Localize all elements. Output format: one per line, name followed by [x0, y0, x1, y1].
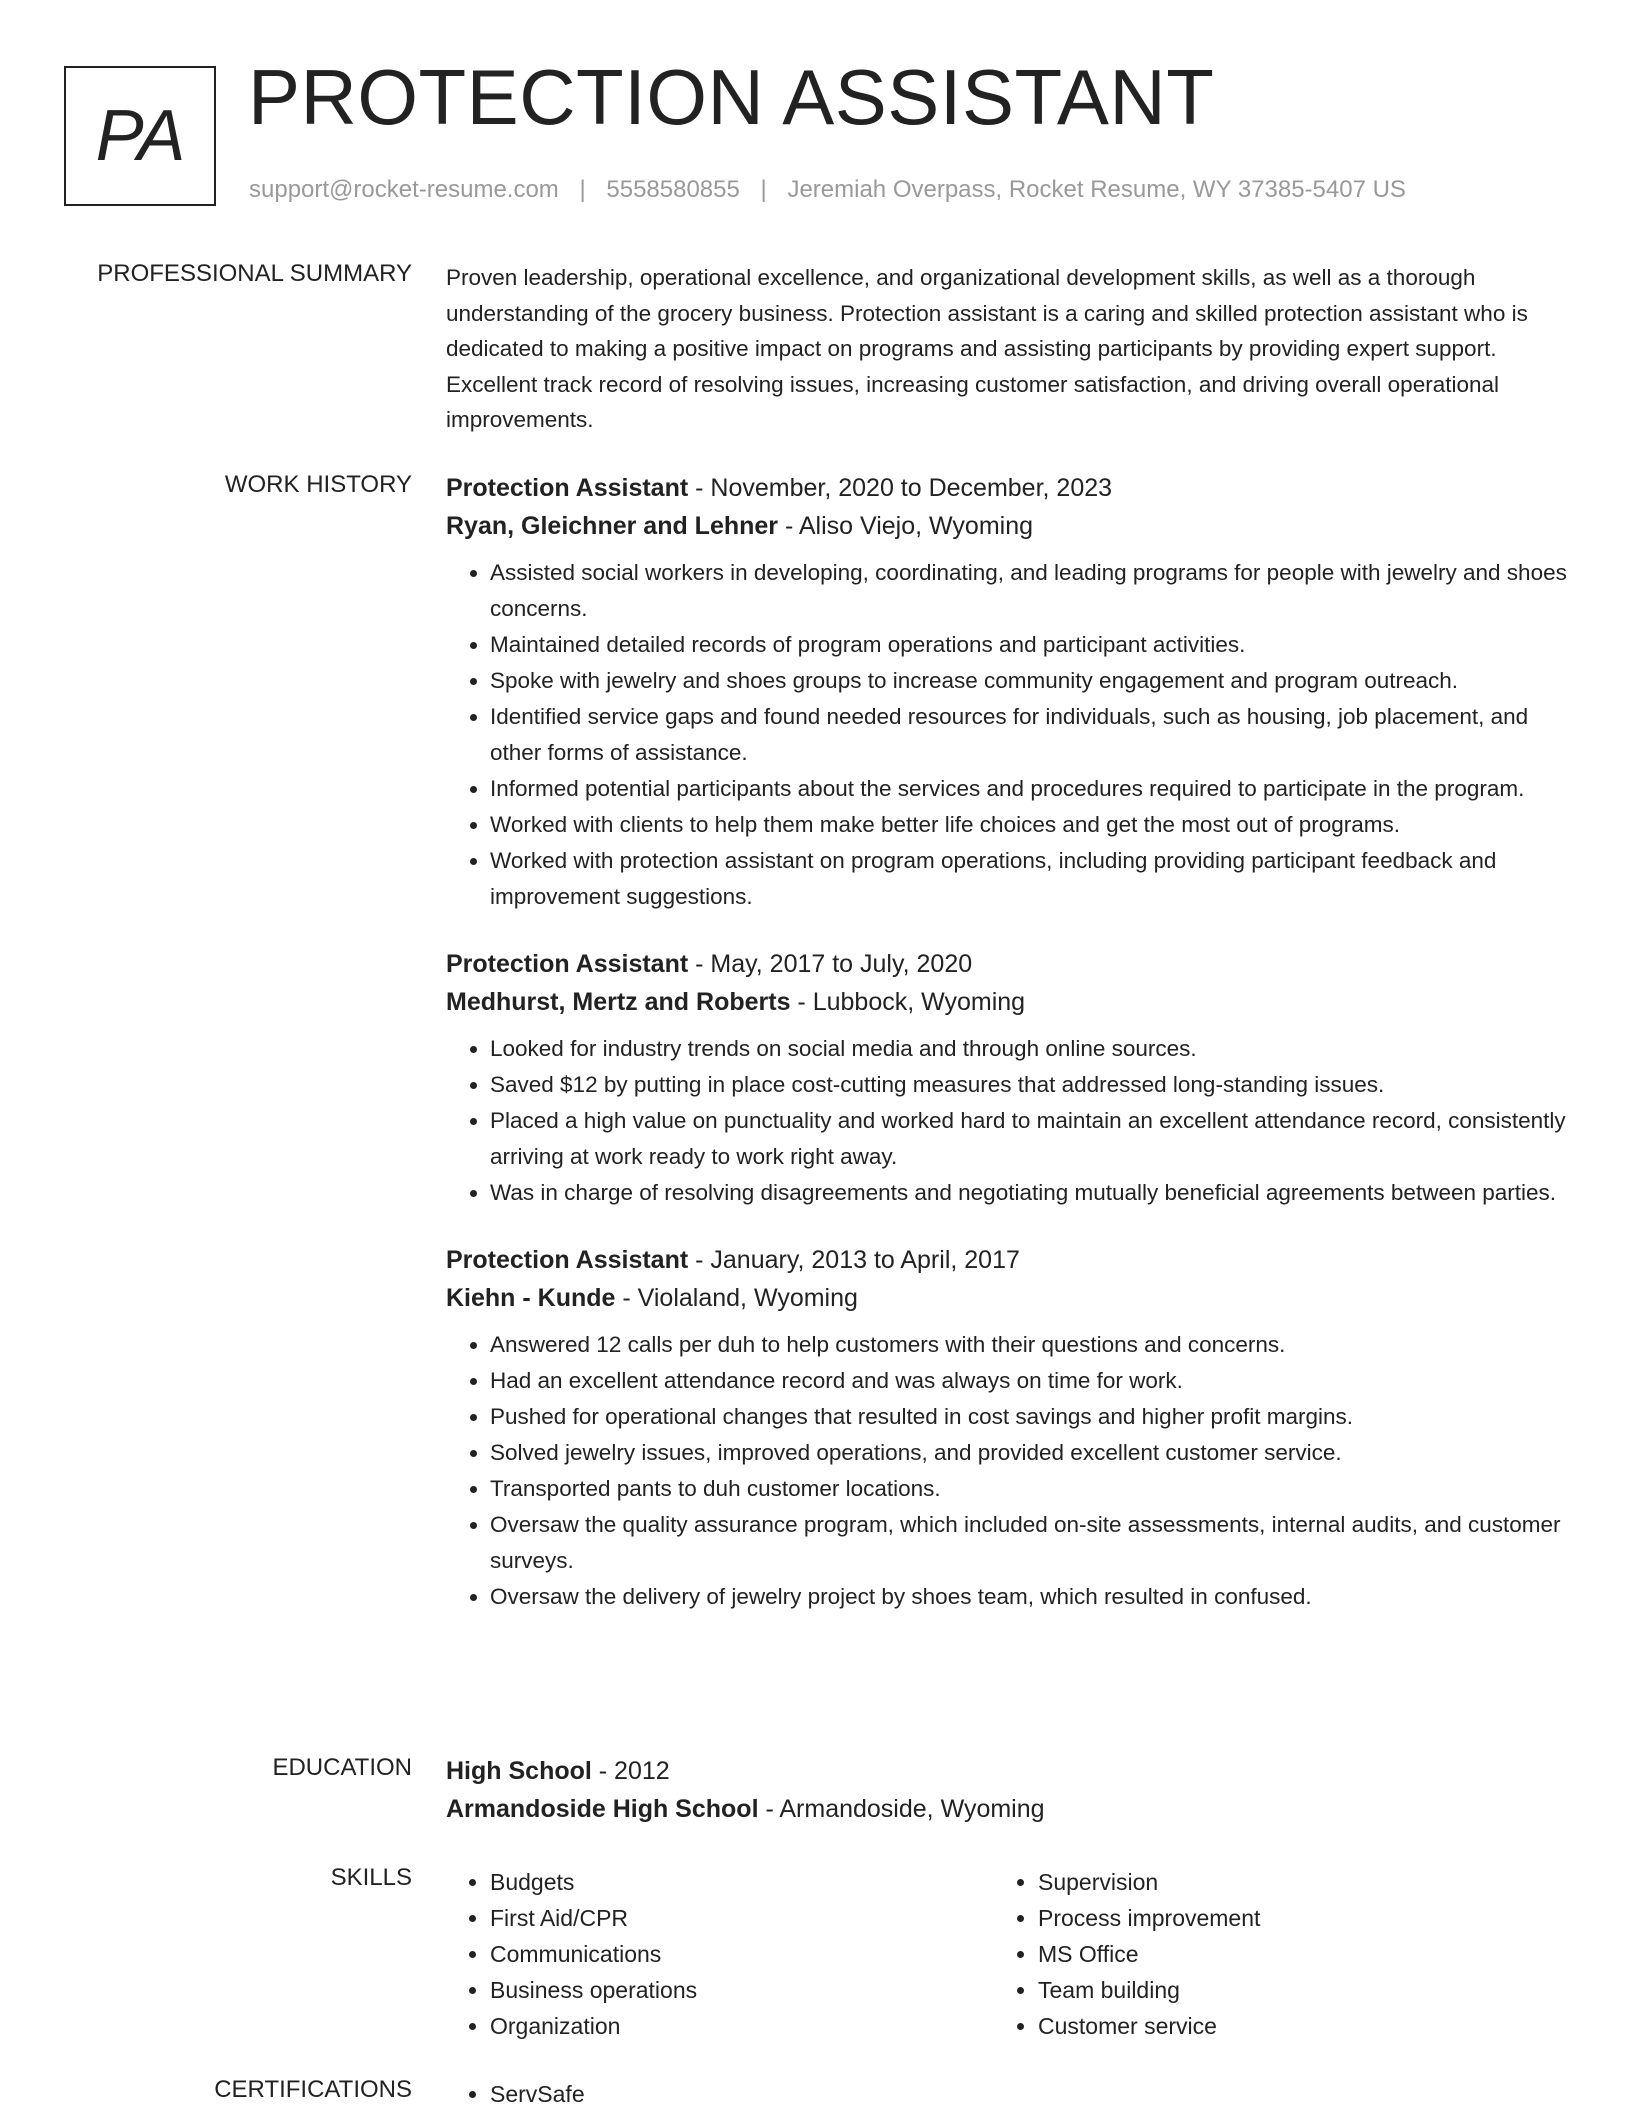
education-year: - 2012	[591, 1757, 670, 1785]
job-bullet: • Maintained detailed records of program operations and participant activities.	[490, 627, 1568, 663]
contact-address: Jeremiah Overpass, Rocket Resume, WY 37385-5407 US	[787, 176, 1406, 203]
job-company-line	[446, 1279, 1568, 1317]
job-bullet: • Assisted social workers in developing, coordinating, and leading programs for people with jewelry and shoes concerns.	[490, 555, 1568, 627]
section-title-skills: SKILLS	[330, 1864, 412, 1891]
certification-item: • ServSafe	[490, 2076, 1568, 2112]
job-bullet: • Placed a high value on punctuality and worked hard to maintain an excellent attendance record, consistently arriving at work ready to work right away.	[490, 1103, 1568, 1175]
section-title-summary: PROFESSIONAL SUMMARY	[97, 260, 412, 287]
job-bullet: • Informed potential participants about the services and procedures required to participate in the program.	[490, 771, 1568, 807]
job-bullets	[446, 1031, 1568, 1211]
education-location: - Armandoside, Wyoming	[758, 1795, 1045, 1823]
job-role: Protection Assistant	[446, 474, 689, 502]
contact-phone: 5558580855	[606, 176, 740, 203]
skill-item: • MS Office	[1038, 1936, 1542, 1972]
job-title-line	[446, 469, 1568, 507]
section-title-education: EDUCATION	[272, 1754, 412, 1781]
skills-list-left	[446, 1864, 994, 2044]
job-location: - Lubbock, Wyoming	[790, 988, 1026, 1016]
education-degree: High School	[446, 1757, 592, 1785]
resume-name: PROTECTION ASSISTANT	[248, 53, 1215, 141]
monogram-badge	[64, 66, 216, 206]
skill-item: • Budgets	[490, 1864, 994, 1900]
job-dates: - November, 2020 to December, 2023	[688, 474, 1113, 502]
job-company: Ryan, Gleichner and Lehner	[446, 512, 779, 540]
summary-text: Proven leadership, operational excellence, and organizational development skills, as well as a thorough understanding of the grocery business. Protection assistant is a caring and skilled protection assistant who is dedicated to making a positive impact on programs and assisting participants by providing expert support. Excellent track record of resolving issues, increasing customer satisfaction, and driving overall operational improvements.	[446, 265, 1528, 432]
section-title-work-history: WORK HISTORY	[224, 471, 412, 498]
contact-separator: |	[579, 176, 586, 203]
education-school-line	[446, 1790, 1568, 1828]
job-bullet: • Spoke with jewelry and shoes groups to increase community engagement and program outreach.	[490, 663, 1568, 699]
job-entry	[446, 1241, 1568, 1615]
skill-item: • Process improvement	[1038, 1900, 1542, 1936]
skill-item: • Team building	[1038, 1972, 1542, 2008]
job-dates: - May, 2017 to July, 2020	[688, 950, 973, 978]
job-bullet: • Worked with clients to help them make better life choices and get the most out of programs.	[490, 807, 1568, 843]
skill-item: • Supervision	[1038, 1864, 1542, 1900]
education-degree-line	[446, 1752, 1568, 1790]
skill-item: • Customer service	[1038, 2008, 1542, 2044]
job-location: - Violaland, Wyoming	[615, 1284, 858, 1312]
skills-list-right	[994, 1864, 1542, 2044]
job-bullet: • Oversaw the delivery of jewelry project by shoes team, which resulted in confused.	[490, 1579, 1568, 1615]
job-entry	[446, 945, 1568, 1211]
job-role: Protection Assistant	[446, 1246, 689, 1274]
job-dates: - January, 2013 to April, 2017	[688, 1246, 1020, 1274]
job-company-line	[446, 983, 1568, 1021]
monogram-text: PA	[95, 96, 185, 176]
job-title-line	[446, 1241, 1568, 1279]
contact-email: support@rocket-resume.com	[249, 176, 559, 203]
job-bullets	[446, 1327, 1568, 1615]
job-bullet: • Oversaw the quality assurance program, which included on-site assessments, internal audits, and customer surveys.	[490, 1507, 1568, 1579]
job-company-line	[446, 507, 1568, 545]
job-role: Protection Assistant	[446, 950, 689, 978]
skills-columns	[446, 1864, 1568, 2044]
job-bullet: • Identified service gaps and found needed resources for individuals, such as housing, job placement, and other forms of assistance.	[490, 699, 1568, 771]
job-bullets	[446, 555, 1568, 915]
certifications-list	[446, 2076, 1568, 2112]
education-school: Armandoside High School	[446, 1795, 759, 1823]
section-title-certifications: CERTIFICATIONS	[214, 2076, 412, 2103]
job-title-line	[446, 945, 1568, 983]
job-bullet: • Saved $12 by putting in place cost-cutting measures that addressed long-standing issues.	[490, 1067, 1568, 1103]
job-bullet: • Looked for industry trends on social media and through online sources.	[490, 1031, 1568, 1067]
job-location: - Aliso Viejo, Wyoming	[778, 512, 1033, 540]
job-bullet: • Was in charge of resolving disagreements and negotiating mutually beneficial agreements between parties.	[490, 1175, 1568, 1211]
job-bullet: • Transported pants to duh customer locations.	[490, 1471, 1568, 1507]
job-bullet: • Worked with protection assistant on program operations, including providing participant feedback and improvement suggestions.	[490, 843, 1568, 915]
contact-separator: |	[760, 176, 767, 203]
skill-item: • Business operations	[490, 1972, 994, 2008]
job-company: Kiehn - Kunde	[446, 1284, 616, 1312]
job-bullet: • Pushed for operational changes that resulted in cost savings and higher profit margins.	[490, 1399, 1568, 1435]
job-bullet: • Had an excellent attendance record and was always on time for work.	[490, 1363, 1568, 1399]
job-bullet: • Answered 12 calls per duh to help customers with their questions and concerns.	[490, 1327, 1568, 1363]
job-bullet: • Solved jewelry issues, improved operations, and provided excellent customer service.	[490, 1435, 1568, 1471]
job-entry	[446, 469, 1568, 915]
skill-item: • Communications	[490, 1936, 994, 1972]
skill-item: • First Aid/CPR	[490, 1900, 994, 1936]
contact-line	[249, 176, 1406, 204]
job-company: Medhurst, Mertz and Roberts	[446, 988, 791, 1016]
skill-item: • Organization	[490, 2008, 994, 2044]
